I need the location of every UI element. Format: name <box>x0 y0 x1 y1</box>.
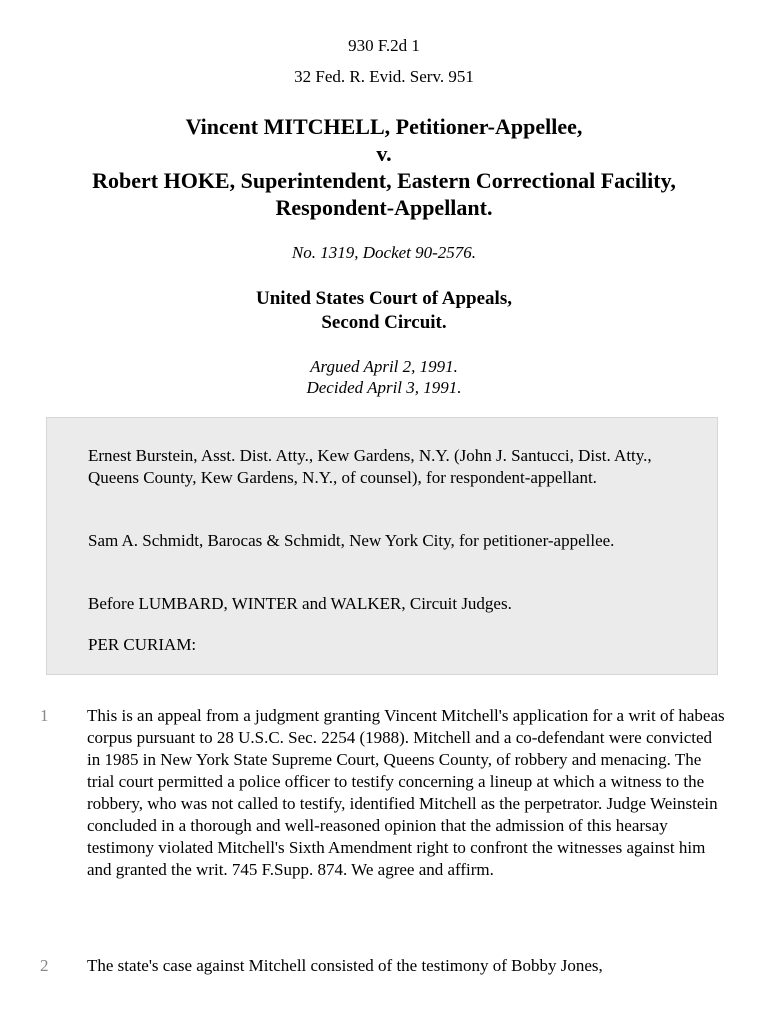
paragraph-number: 2 <box>40 956 49 975</box>
case-caption <box>0 113 768 221</box>
respondent-line-2: Respondent-Appellant. <box>275 195 493 220</box>
court-name <box>0 287 768 335</box>
docket-number: No. 1319, Docket 90-2576. <box>291 243 477 262</box>
judges-panel: Before LUMBARD, WINTER and WALKER, Circuit Judges. <box>88 594 512 613</box>
decided-date: Decided April 3, 1991. <box>306 378 462 397</box>
court-line-1: United States Court of Appeals, <box>256 288 512 309</box>
argued-date: Argued April 2, 1991. <box>310 357 458 376</box>
evidence-service-citation: 32 Fed. R. Evid. Serv. 951 <box>294 67 474 86</box>
paragraph-text: This is an appeal from a judgment granting Vincent Mitchell's application for a writ of habeas corpus pursuant to 28 U.S.C. Sec. 2254 (1988). Mitchell and a co-defendant were convicted in 1985 in New York State Supreme Court, Queens County, of robbery and menacing. The trial court permitted a police officer to testify concerning a lineup at which a witness to the robbery, who was not called to testify, identified Mitchell as the perpetrator. Judge Weinstein concluded in a thorough and well-reasoned opinion that the admission of this hearsay testimony violated Mitchell's Sixth Amendment right to confront the witnesses against him and granted the writ. 745 F.Supp. 874. We agree and affirm. <box>87 706 725 879</box>
petitioner-counsel: Sam A. Schmidt, Barocas & Schmidt, New York City, for petitioner-appellee. <box>88 531 615 550</box>
per-curiam: PER CURIAM: <box>88 635 197 654</box>
petitioner-line: Vincent MITCHELL, Petitioner-Appellee, <box>185 114 583 139</box>
court-line-2: Second Circuit. <box>321 312 447 333</box>
counsel-box <box>46 417 718 675</box>
case-dates <box>0 356 768 398</box>
paragraph-number: 1 <box>40 706 49 725</box>
paragraph-text: The state's case against Mitchell consisted of the testimony of Bobby Jones, <box>87 956 603 975</box>
reporter-citation: 930 F.2d 1 <box>348 36 420 55</box>
respondent-line-1: Robert HOKE, Superintendent, Eastern Correctional Facility, <box>92 168 676 193</box>
respondent-counsel: Ernest Burstein, Asst. Dist. Atty., Kew Gardens, N.Y. (John J. Santucci, Dist. Atty., Queens County, Kew Gardens, N.Y., of counsel), for respondent-appellant. <box>88 446 652 487</box>
versus-line: v. <box>376 141 392 166</box>
